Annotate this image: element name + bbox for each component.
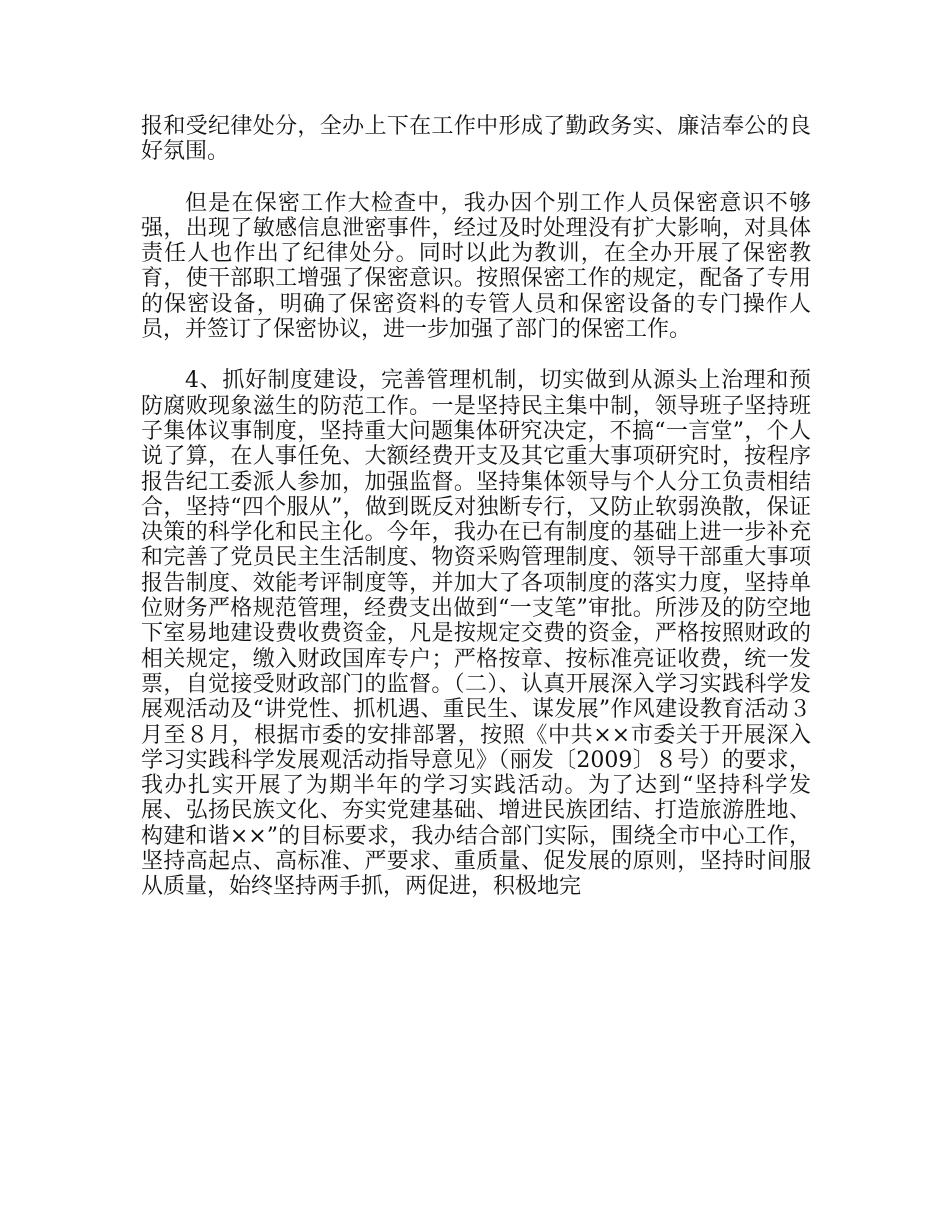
paragraph-2: 但是在保密工作大检查中，我办因个别工作人员保密意识不够强，出现了敏感信息泄密事件，经过及时处理没有扩大影响，对具体责任人也作出了纪律处分。同时以此为教训，在全办开展了保密教育，使干部职工增强了保密意识。按照保密工作的规定，配备了专用的保密设备，明确了保密资料的专管人员和保密设备的专门操作人员，并签订了保密协议，进一步加强了部门的保密工作。 [141,190,811,343]
paragraph-3: 4、抓好制度建设，完善管理机制，切实做到从源头上治理和预防腐败现象滋生的防范工作。一是坚持民主集中制，领导班子坚持班子集体议事制度，坚持重大问题集体研究决定，不搞“一言堂”，个人说了算，在人事任免、大额经费开支及其它重大事项研究时，按程序报告纪工委派人参加，加强监督。坚持集体领导与个人分工负责相结合，坚持“四个服从”，做到既反对独断专行，又防止软弱涣散，保证决策的科学化和民主化。今年，我办在已有制度的基础上进一步补充和完善了党员民主生活制度、物资采购管理制度、领导干部重大事项报告制度、效能考评制度等，并加大了各项制度的落实力度，坚持单位财务严格规范管理，经费支出做到“一支笔”审批。所涉及的防空地下室易地建设费收费资金，凡是按规定交费的资金，严格按照财政的相关规定，缴入财政国库专户；严格按章、按标准亮证收费，统一发票，自觉接受财政部门的监督。（二）、认真开展深入学习实践科学发展观活动及“讲党性、抓机遇、重民生、谋发展”作风建设教育活动３月至８月，根据市委的安排部署，按照《中共××市委关于开展深入学习实践科学发展观活动指导意见》（丽发〔2009〕８号）的要求，我办扎实开展了为期半年的学习实践活动。为了达到“坚持科学发展、弘扬民族文化、夯实党建基础、增进民族团结、打造旅游胜地、构建和谐××”的目标要求，我办结合部门实际，围绕全市中心工作，坚持高起点、高标准、严要求、重质量、促发展的原则，坚持时间服从质量，始终坚持两手抓，两促进，积极地完 [141,368,811,900]
document-page [141,114,811,926]
paragraph-1: 报和受纪律处分，全办上下在工作中形成了勤政务实、廉洁奉公的良好氛围。 [141,114,811,165]
